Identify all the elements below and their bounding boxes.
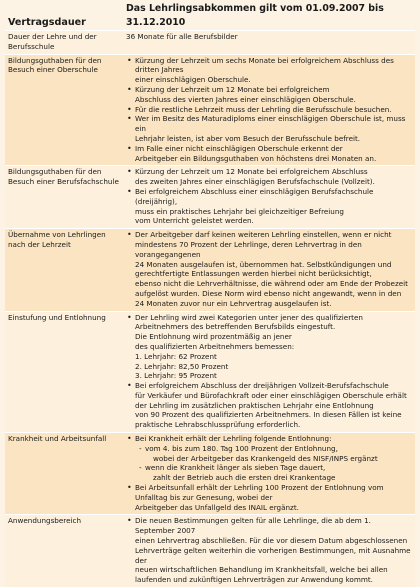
header-validity-period: Das Lehrlingsabkommen gilt vom 01.09.2007 bis 31.12.2010 bbox=[123, 2, 415, 31]
bullet-line: Die Entlohnung wird prozentmäßig an jener bbox=[135, 332, 412, 342]
bullet-line: einer einschlägigen Oberschule. bbox=[135, 75, 412, 85]
bullet-line: laufenden und zukünftigen Lehrverträgen zur Anwendung kommt. bbox=[135, 575, 412, 585]
bullet-line: von 90 Prozent des qualifizierten Arbeitnehmers. In diesen Fällen ist keine bbox=[135, 410, 412, 420]
bullet-line: • Im Falle einer nicht einschlägigen Oberschule erkennt der bbox=[135, 144, 412, 154]
table-row bbox=[5, 54, 415, 166]
bullet-item bbox=[135, 114, 412, 143]
bullet-line: • Der Arbeitgeber darf keinen weiteren Lehrling einstellen, wenn er nicht bbox=[135, 230, 412, 240]
bullet-line: • Kürzung der Lehrzeit um sechs Monate bei erfolgreichem Abschluss des dritten Jahres bbox=[135, 56, 412, 76]
bullet-line: des zweiten Jahres einer einschlägigen Berufsfachschule (Vollzeit). bbox=[135, 177, 412, 187]
bullet-line: des qualifizierten Arbeitnehmers bemessen: bbox=[135, 342, 412, 352]
bullet-line: Arbeitgeber das Unfallgeld des INAIL ergänzt. bbox=[135, 503, 412, 513]
bullet-line: • Der Lehrling wird zwei Kategorien unter jener des qualifizierten bbox=[135, 313, 412, 323]
bullet-item bbox=[135, 483, 412, 512]
bullet-list bbox=[126, 230, 412, 308]
bullet-item bbox=[135, 313, 412, 382]
bullet-item bbox=[135, 144, 412, 164]
row-label: Einstufung und Entlohnung bbox=[5, 311, 123, 433]
bullet-line: • Kürzung der Lehrzeit um 12 Monate bei erfolgreichem bbox=[135, 85, 412, 95]
row-content bbox=[123, 166, 415, 229]
bullet-line: 24 Monaten ausgelaufen ist, übernommen hat. Selbstkündigungen und bbox=[135, 260, 412, 270]
bullet-item bbox=[135, 230, 412, 308]
bullet-line: mindestens 70 Prozent der Lehrlinge, deren Lehrvertrag in den vorangegangenen bbox=[135, 240, 412, 260]
bullet-list bbox=[126, 434, 412, 512]
bullet-line: Abschluss des vierten Jahres einer einschlägigen Oberschule. bbox=[135, 95, 412, 105]
bullet-line: 3. Lehrjahr: 95 Prozent bbox=[135, 371, 412, 381]
row-content bbox=[123, 311, 415, 433]
bullet-line: • Für die restliche Lehrzeit muss der Lehrling die Berufsschule besuchen. bbox=[135, 105, 412, 115]
bullet-line: Lehrjahr leisten, ist aber vom Besuch der Berufsschule befreit. bbox=[135, 134, 412, 144]
table-row bbox=[5, 433, 415, 515]
agreement-table bbox=[5, 2, 415, 587]
bullet-line: Unfalltag bis zur Genesung, wobei der bbox=[135, 493, 412, 503]
bullet-item bbox=[135, 187, 412, 226]
bullet-line: der Lehrling im zusätzlichen praktischen Lehrjahr eine Entlohnung bbox=[135, 401, 412, 411]
row-label: Anwendungsbereich bbox=[5, 515, 123, 587]
bullet-line: Lehrverträge gelten weiterhin die vorherigen Bestimmungen, mit Ausnahme der bbox=[135, 546, 412, 566]
row-content bbox=[123, 54, 415, 166]
row-label: Krankheit und Arbeitsunfall bbox=[5, 433, 123, 515]
header-contract-duration: Vertragsdauer bbox=[5, 2, 123, 31]
row-content bbox=[123, 31, 415, 55]
bullet-line: • Bei Krankheit erhält der Lehrling folgende Entlohnung: bbox=[135, 434, 412, 444]
row-label: Dauer der Lehre und der Berufsschule bbox=[5, 31, 123, 55]
row-label: Übernahme von Lehrlingen nach der Lehrzeit bbox=[5, 229, 123, 311]
row-label: Bildungsguthaben für den Besuch einer Oberschule bbox=[5, 54, 123, 166]
table-row bbox=[5, 311, 415, 433]
bullet-line: muss ein praktisches Lehrjahr bei gleichzeitiger Befreiung bbox=[135, 207, 412, 217]
bullet-line: ebenso nicht die Lehrverhältnisse, die während oder am Ende der Probezeit bbox=[135, 279, 412, 289]
bullet-line: neuen wirtschaftlichen Behandlung im Krankheitsfall, welche bei allen bbox=[135, 565, 412, 575]
bullet-line: • Bei erfolgreichem Abschluss der dreijährigen Vollzeit-Berufsfachschule bbox=[135, 381, 412, 391]
bullet-line: Arbeitnehmers des betreffenden Berufsbilds eingestuft. bbox=[135, 322, 412, 332]
bullet-list bbox=[126, 516, 412, 585]
bullet-item bbox=[135, 167, 412, 187]
sickness-pay-line: wobei der Arbeitgeber das Krankengeld des NISF/INPS ergänzt bbox=[135, 454, 412, 464]
bullet-item bbox=[135, 381, 412, 430]
agreement-page bbox=[5, 2, 415, 587]
bullet-list bbox=[126, 167, 412, 226]
sickness-pay-line: - wenn die Krankheit länger als sieben Tage dauert, bbox=[135, 463, 412, 473]
row-content bbox=[123, 515, 415, 587]
row-content bbox=[123, 229, 415, 311]
bullet-line: 1. Lehrjahr: 62 Prozent bbox=[135, 352, 412, 362]
bullet-line: • Bei erfolgreichem Abschluss einer einschlägigen Berufsfachschule (dreijährig), bbox=[135, 187, 412, 207]
bullet-line: für Verkäufer und Bürofachkraft oder einer einschlägigen Oberschule erhält bbox=[135, 391, 412, 401]
bullet-item bbox=[135, 105, 412, 115]
bullet-item bbox=[135, 56, 412, 85]
table-row bbox=[5, 166, 415, 229]
table-body bbox=[5, 31, 415, 587]
bullet-item bbox=[135, 85, 412, 105]
bullet-line: vom Unterricht geleistet werden. bbox=[135, 216, 412, 226]
bullet-line: • Bei Arbeitsunfall erhält der Lehrling 100 Prozent der Entlohnung vom bbox=[135, 483, 412, 493]
bullet-line: 24 Monaten zuvor nur ein Lehrvertrag ausgelaufen ist. bbox=[135, 299, 412, 309]
bullet-line: einen Lehrvertrag abschließen. Für die vor diesem Datum abgeschlossenen bbox=[135, 536, 412, 546]
bullet-item bbox=[135, 516, 412, 585]
table-row bbox=[5, 31, 415, 55]
row-text: 36 Monate für alle Berufsbilder bbox=[126, 32, 238, 41]
bullet-line: gerechtfertigte Entlassungen werden hierbei nicht berücksichtigt, bbox=[135, 269, 412, 279]
bullet-line: praktische Lehrabschlussprüfung erforderlich. bbox=[135, 420, 412, 430]
bullet-line: • Kürzung der Lehrzeit um 12 Monate bei erfolgreichem Abschluss bbox=[135, 167, 412, 177]
bullet-line: Arbeitgeber ein Bildungsguthaben von höchstens drei Monaten an. bbox=[135, 154, 412, 164]
bullet-item bbox=[135, 434, 412, 483]
bullet-line: 2. Lehrjahr: 82,50 Prozent bbox=[135, 362, 412, 372]
sickness-pay-line: - vom 4. bis zum 180. Tag 100 Prozent der Entlohnung, bbox=[135, 444, 412, 454]
bullet-list bbox=[126, 56, 412, 164]
sickness-pay-line: zahlt der Betrieb auch die ersten drei Krankentage bbox=[135, 473, 412, 483]
bullet-list bbox=[126, 313, 412, 431]
bullet-line: • Wer im Besitz des Maturadiplоms einer einschlägigen Oberschule ist, muss ein bbox=[135, 114, 412, 134]
row-content bbox=[123, 433, 415, 515]
table-header-row bbox=[5, 2, 415, 31]
table-row bbox=[5, 229, 415, 311]
row-label: Bildungsguthaben für den Besuch einer Berufsfachschule bbox=[5, 166, 123, 229]
table-row bbox=[5, 515, 415, 587]
bullet-line: • Die neuen Bestimmungen gelten für alle Lehrlinge, die ab dem 1. September 2007 bbox=[135, 516, 412, 536]
bullet-line: aufgelöst wurden. Diese Norm wird ebenso nicht angewandt, wenn in den bbox=[135, 289, 412, 299]
